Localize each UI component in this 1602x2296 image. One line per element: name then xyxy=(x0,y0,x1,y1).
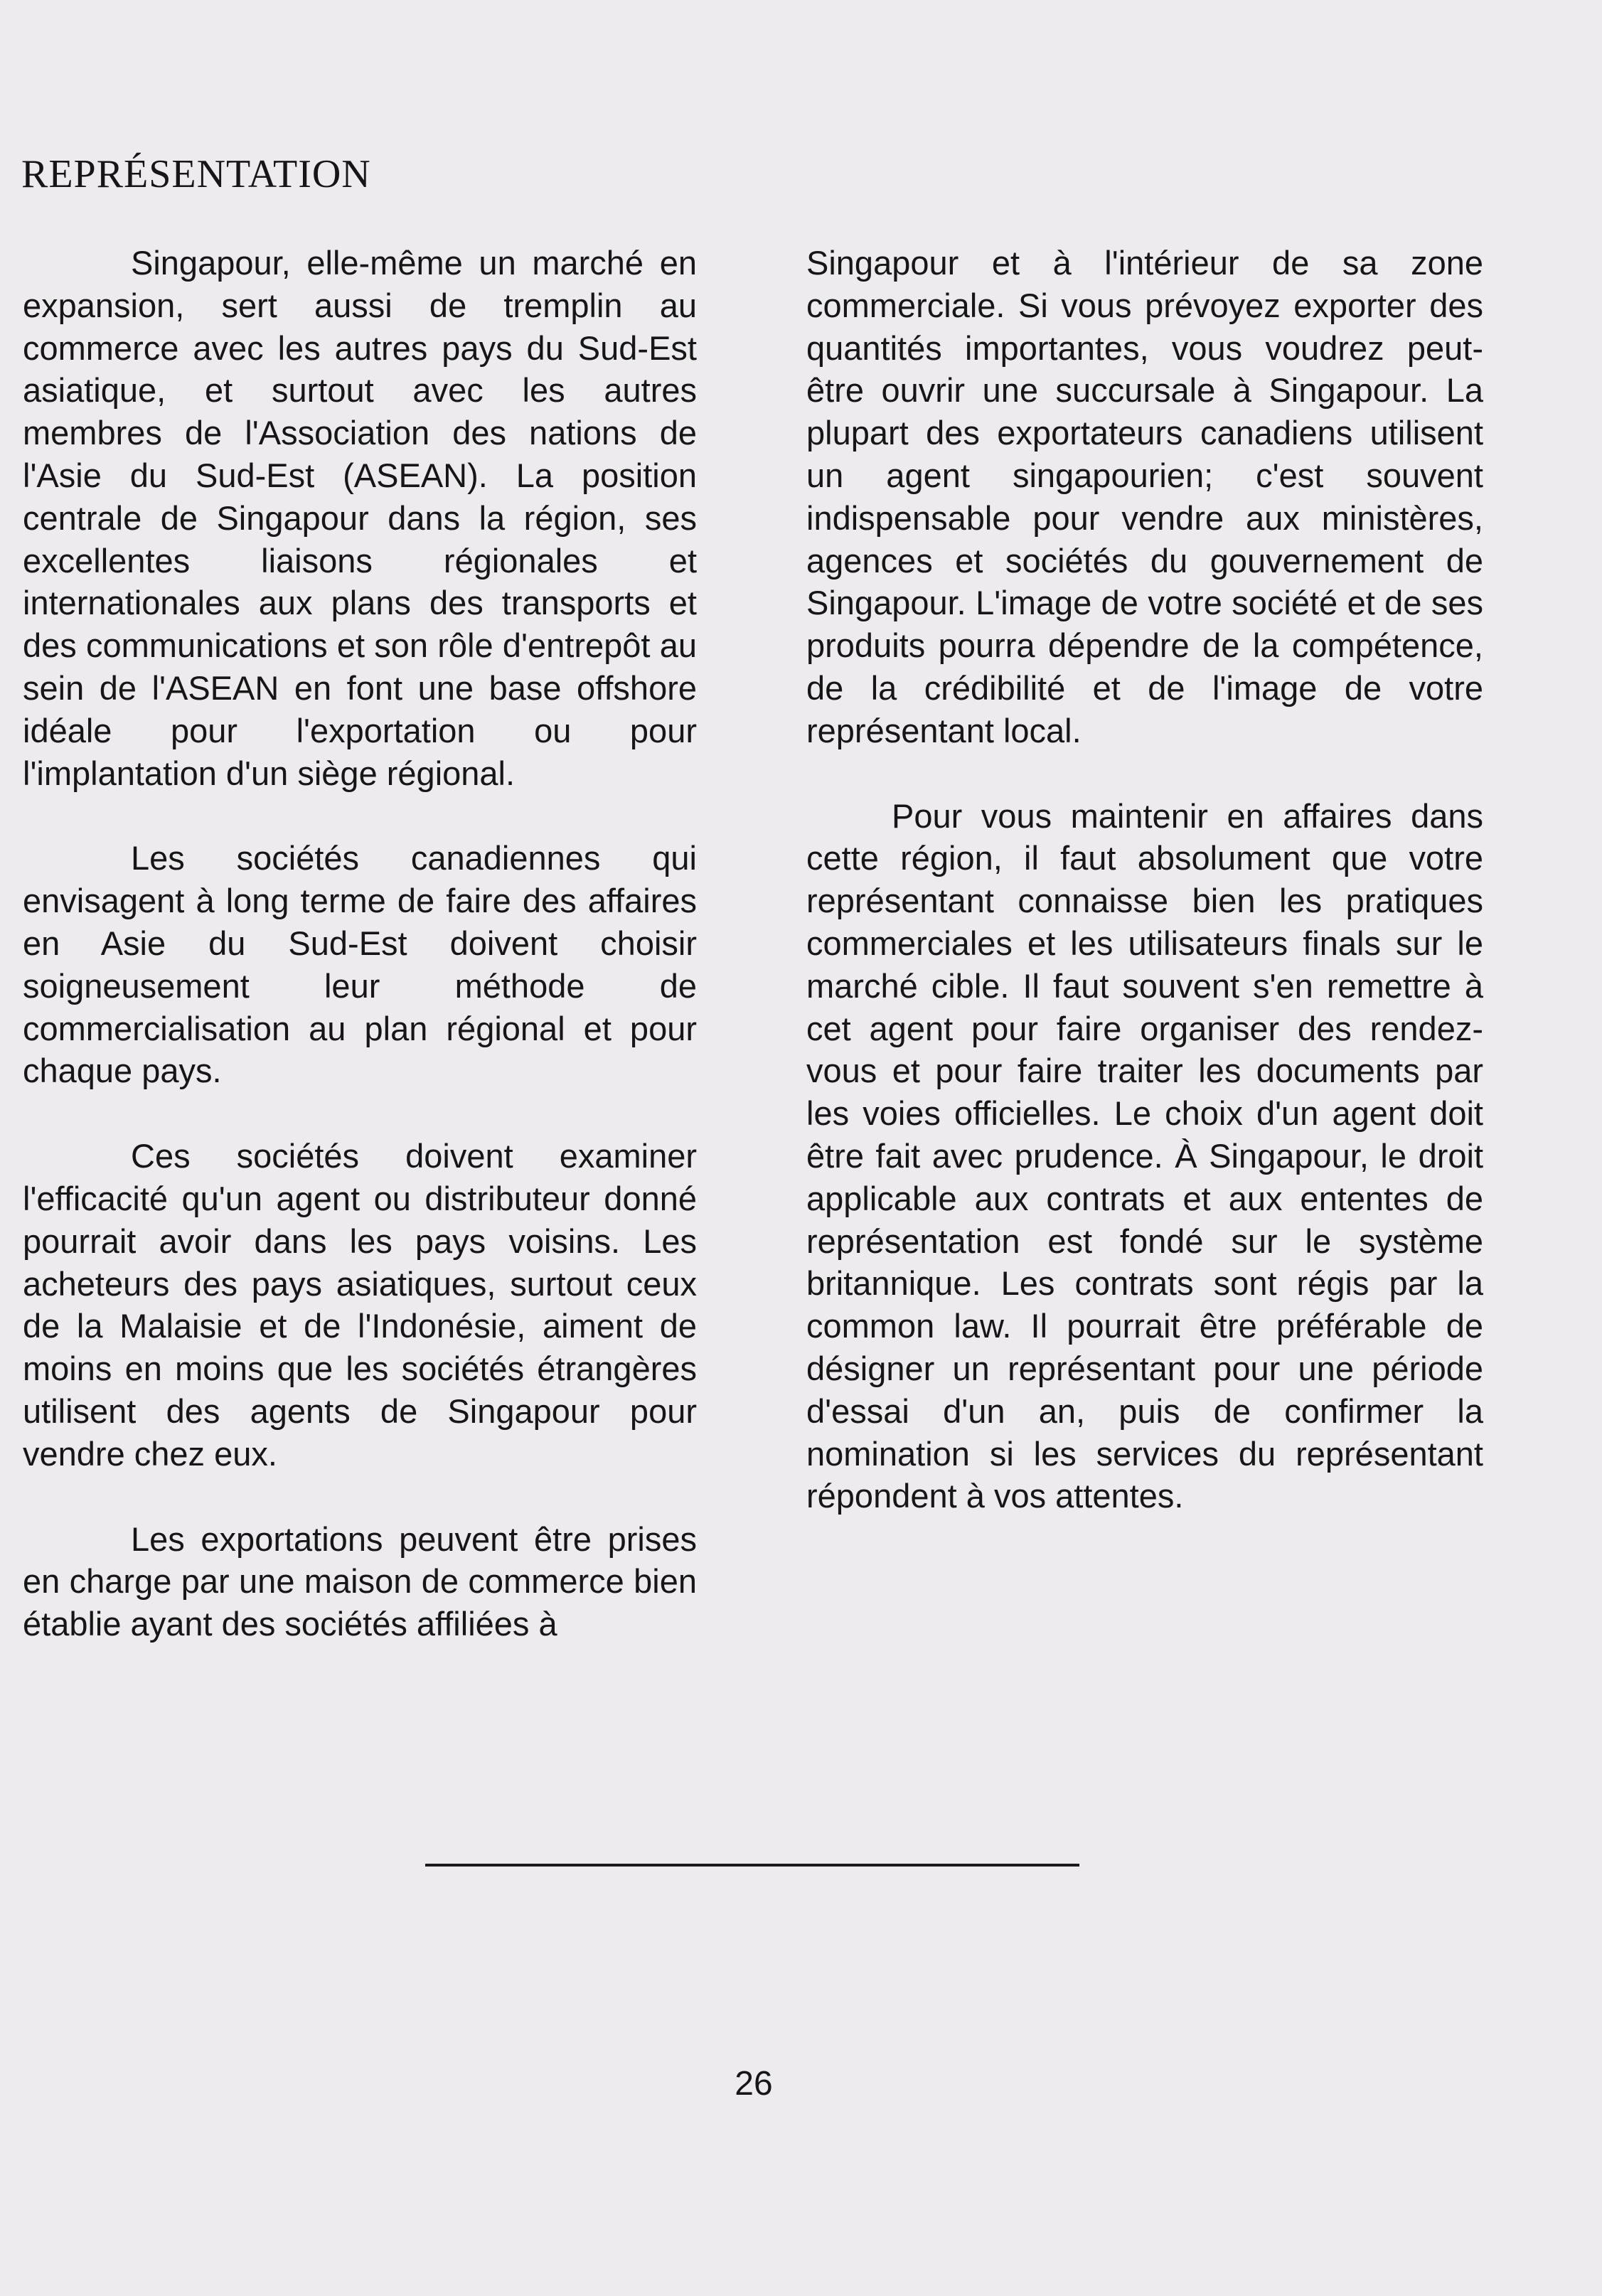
section-title: REPRÉSENTATION xyxy=(21,152,371,196)
paragraph: Ces sociétés doivent examiner l'efficacité qu'un agent ou distributeur donné pourrait avoir dans les pays voisins. Les acheteurs des pays asiatiques, surtout ceux de la Malaisie et de l'Indonésie, aiment de moins en moins que les sociétés étrangères utilisent des agents de Singapour pour vendre chez eux. xyxy=(23,1137,697,1473)
left-column xyxy=(23,242,697,1688)
paragraph: Les exportations peuvent être prises en charge par une maison de commerce bien établie ayant des sociétés affiliées à xyxy=(23,1520,697,1643)
paragraph: Pour vous maintenir en affaires dans cette région, il faut absolument que votre représentant connaisse bien les pratiques commerciales et les utilisateurs finals sur le marché cible. Il faut souvent s'en remettre à cet agent pour faire organiser des rendez-vous et pour faire traiter les documents par les voies officielles. Le choix d'un agent doit être fait avec prudence. À Singapour, le droit applicable aux contrats et aux ententes de représentation est fondé sur le système britannique. Les contrats sont régis par la common law. Il pourrait être préférable de désigner un représentant pour une période d'essai d'un an, puis de confirmer la nomination si les services du représentant répondent à vos attentes. xyxy=(806,796,1483,1515)
paragraph: Les sociétés canadiennes qui envisagent à long terme de faire des affaires en Asie du Sud-Est doivent choisir soigneusement leur méthode de commercialisation au plan régional et pour chaque pays. xyxy=(23,839,697,1090)
paragraph: Singapour, elle-même un marché en expansion, sert aussi de tremplin au commerce avec les autres pays du Sud-Est asiatique, et surtout avec les autres membres de l'Association des nations de l'Asie du Sud-Est (ASEAN). La position centrale de Singapour dans la région, ses excellentes liaisons régionales et internationales aux plans des transports et des communications et son rôle d'entrepôt au sein de l'ASEAN en font une base offshore idéale pour l'exportation ou pour l'implantation d'un siège régional. xyxy=(23,244,697,792)
right-column xyxy=(806,242,1483,1560)
paragraph: Singapour et à l'intérieur de sa zone commerciale. Si vous prévoyez exporter des quantités importantes, vous voudrez peut-être ouvrir une succursale à Singapour. La plupart des exportateurs canadiens utilisent un agent singapourien; c'est souvent indispensable pour vendre aux ministères, agences et sociétés du gouvernement de Singapour. L'image de votre société et de ses produits pourra dépendre de la compétence, de la crédibilité et de l'image de votre représentant local. xyxy=(806,244,1483,749)
footer-divider xyxy=(425,1864,1079,1867)
page-number: 26 xyxy=(735,2065,773,2103)
